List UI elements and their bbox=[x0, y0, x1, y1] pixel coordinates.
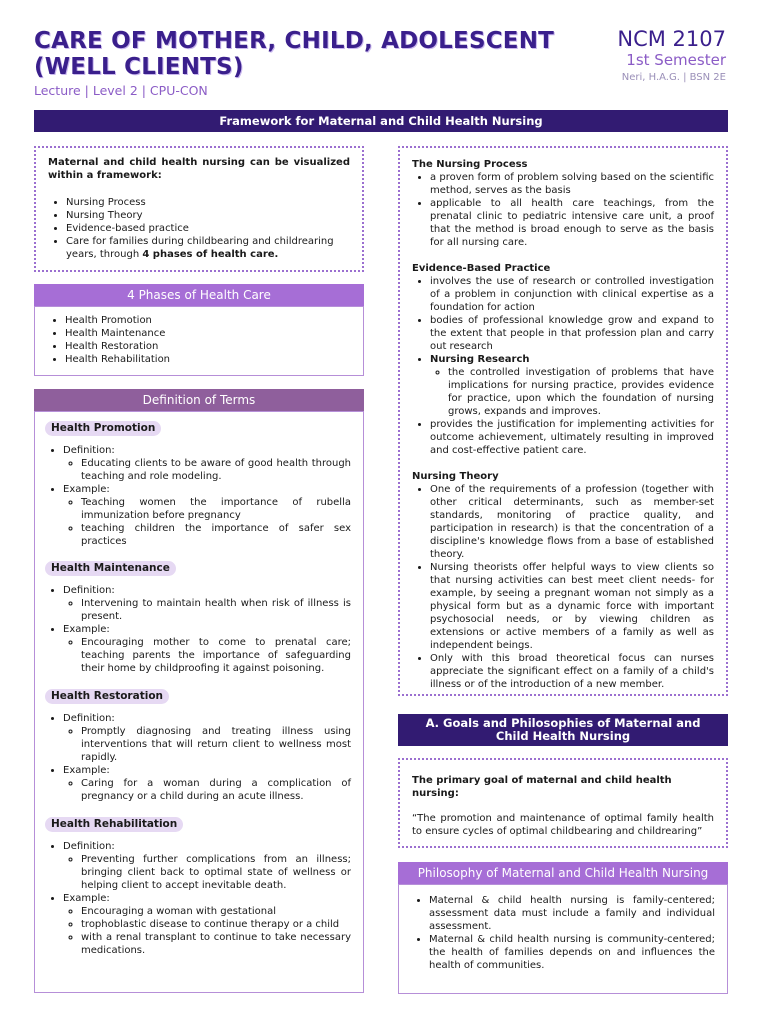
theory-heading: Nursing Theory bbox=[412, 471, 499, 482]
list-item: • Definition: ◦ Preventing further complications from an illness; bringing client back to optimal state of wellness or helping client to accept inevitable death. bbox=[63, 840, 351, 892]
list-item: ◦ Caring for a woman during a complication of pregnancy or a child during an acute illness. bbox=[81, 777, 351, 803]
philosophy-heading: Philosophy of Maternal and Child Health Nursing bbox=[398, 862, 728, 884]
course-info bbox=[617, 27, 726, 85]
list-item: • Example: ◦ Encouraging a woman with gestational ◦ trophoblastic disease to continue therapy or a child ◦ with a renal transplant to continue to take necessary medications. bbox=[63, 892, 351, 957]
term-health-restoration bbox=[45, 689, 351, 803]
list-item: • Nursing theorists offer helpful ways to view clients so that nursing activities can best meet client needs- for example, by seeing a pregnant woman not simply as a physical form but as a dynamic force with important psychosocial needs, or by viewing children as extensions or active members of a family as well as independent beings. bbox=[430, 561, 714, 652]
list-item: • bodies of professional knowledge grow and expand to the extent that people in that profession plan and carry out research bbox=[430, 314, 714, 353]
term-health-promotion bbox=[45, 421, 351, 548]
list-item: ◦ Preventing further complications from an illness; bringing client back to optimal state of wellness or helping client to accept inevitable death. bbox=[81, 853, 351, 892]
framework-box bbox=[34, 146, 364, 272]
list-item: • Definition: ◦ Promptly diagnosing and treating illness using interventions that will return client to wellness most rapidly. bbox=[63, 712, 351, 764]
page-subtitle: Lecture | Level 2 | CPU-CON bbox=[34, 83, 208, 98]
author: Neri, H.A.G. | BSN 2E bbox=[621, 72, 726, 83]
list-item: ◦ Teaching women the importance of rubella immunization before pregnancy bbox=[81, 496, 351, 522]
term-health-maintenance bbox=[45, 561, 351, 675]
list-item: • Evidence-based practice bbox=[66, 222, 350, 235]
term-label: Health Restoration bbox=[45, 689, 169, 704]
section-banner: Framework for Maternal and Child Health Nursing bbox=[34, 110, 728, 132]
course-code: NCM 2107 bbox=[617, 27, 726, 51]
ebp-heading: Evidence-Based Practice bbox=[412, 263, 551, 274]
definitions-box bbox=[34, 411, 364, 993]
framework-list bbox=[48, 196, 350, 261]
list-item: ◦ trophoblastic disease to continue therapy or a child bbox=[81, 918, 351, 931]
term-label: Health Rehabilitation bbox=[45, 817, 183, 832]
nursing-process-heading: The Nursing Process bbox=[412, 159, 528, 170]
list-item: ◦ Educating clients to be aware of good health through teaching and role modeling. bbox=[81, 457, 351, 483]
list-item: ◦ Encouraging a woman with gestational bbox=[81, 905, 351, 918]
list-item: • Definition: ◦ Educating clients to be aware of good health through teaching and role modeling. bbox=[63, 444, 351, 483]
list-item: ◦ Intervening to maintain health when risk of illness is present. bbox=[81, 597, 351, 623]
phases-heading: 4 Phases of Health Care bbox=[34, 284, 364, 306]
list-item: • Only with this broad theoretical focus can nurses appreciate the significant effect on a family of a child's illness or of the introduction of a new member. bbox=[430, 652, 714, 691]
list-item: • provides the justification for implementing activities for outcome achievement, ultimately resulting in improved and cost-effective patient care. bbox=[430, 418, 714, 457]
list-item: • Example: ◦ Caring for a woman during a complication of pregnancy or a child during an acute illness. bbox=[63, 764, 351, 803]
right-column-box bbox=[398, 146, 728, 696]
term-label: Health Promotion bbox=[45, 421, 161, 436]
term-label: Health Maintenance bbox=[45, 561, 176, 576]
list-item: ◦ with a renal transplant to continue to take necessary medications. bbox=[81, 931, 351, 957]
list-item: ◦ Encouraging mother to come to prenatal care; teaching parents the importance of safeguarding their home by childproofing it against poisoning. bbox=[81, 636, 351, 675]
list-item: • Health Promotion bbox=[65, 314, 351, 327]
list-item: • Example: ◦ Encouraging mother to come to prenatal care; teaching parents the importance of safeguarding their home by childproofing it against poisoning. bbox=[63, 623, 351, 675]
definitions-heading: Definition of Terms bbox=[34, 389, 364, 411]
phases-list bbox=[47, 314, 351, 366]
list-item: • Health Maintenance bbox=[65, 327, 351, 340]
list-item: • Health Restoration bbox=[65, 340, 351, 353]
list-item: • involves the use of research or controlled investigation of a problem in conjunction with clinical expertise as a foundation for action bbox=[430, 275, 714, 314]
list-item: • Care for families during childbearing and childrearing years, through 4 phases of health care. bbox=[66, 235, 350, 261]
goals-box bbox=[398, 758, 728, 848]
list-item: • One of the requirements of a profession (together with other critical determinants, such as member-set standards, monitoring of practice quality, and participation in research) is that the concentration of a discipline's knowledge flows from a base of established theory. bbox=[430, 483, 714, 561]
goals-heading: A. Goals and Philosophies of Maternal and Child Health Nursing bbox=[398, 714, 728, 746]
list-item: • Nursing Theory bbox=[66, 209, 350, 222]
list-item: • Maternal & child health nursing is family-centered; assessment data must include a family and individual assessment. bbox=[429, 894, 715, 933]
list-item: ◦ the controlled investigation of problems that have implications for nursing practice, provides evidence for practice, upon which the foundation of nursing grows, expands and improves. bbox=[448, 366, 714, 418]
list-item: • Nursing Research ◦ the controlled investigation of problems that have implications for nursing practice, provides evidence for practice, upon which the foundation of nursing grows, expands and improves. bbox=[430, 353, 714, 418]
primary-goal-label: The primary goal of maternal and child health nursing: bbox=[412, 775, 672, 799]
philosophy-box bbox=[398, 884, 728, 994]
page-title: CARE OF MOTHER, CHILD, ADOLESCENT (WELL CLIENTS) bbox=[34, 28, 555, 80]
list-item: ◦ Promptly diagnosing and treating illness using interventions that will return client to wellness most rapidly. bbox=[81, 725, 351, 764]
phases-box bbox=[34, 306, 364, 376]
framework-intro: Maternal and child health nursing can be visualized within a framework: bbox=[48, 157, 350, 181]
primary-goal-quote: “The promotion and maintenance of optimal family health to ensure cycles of optimal childbearing and childrearing” bbox=[412, 813, 714, 837]
list-item: ◦ teaching children the importance of safer sex practices bbox=[81, 522, 351, 548]
list-item: • Example: ◦ Teaching women the importance of rubella immunization before pregnancy ◦ teaching children the importance of safer sex practices bbox=[63, 483, 351, 548]
list-item: • Definition: ◦ Intervening to maintain health when risk of illness is present. bbox=[63, 584, 351, 623]
list-item: • Health Rehabilitation bbox=[65, 353, 351, 366]
term-health-rehabilitation bbox=[45, 817, 351, 957]
semester: 1st Semester bbox=[626, 51, 726, 69]
list-item: • Nursing Process bbox=[66, 196, 350, 209]
bold-phrase: 4 phases of health care. bbox=[142, 249, 279, 260]
list-item: • applicable to all health care teachings, from the prenatal clinic to pediatric intensive care unit, a proof that the method is broad enough to serve as the basis for all nursing care. bbox=[430, 197, 714, 249]
list-item: • Maternal & child health nursing is community-centered; the health of families depends on and influences the health of communities. bbox=[429, 933, 715, 972]
list-item: • a proven form of problem solving based on the scientific method, serves as the basis bbox=[430, 171, 714, 197]
